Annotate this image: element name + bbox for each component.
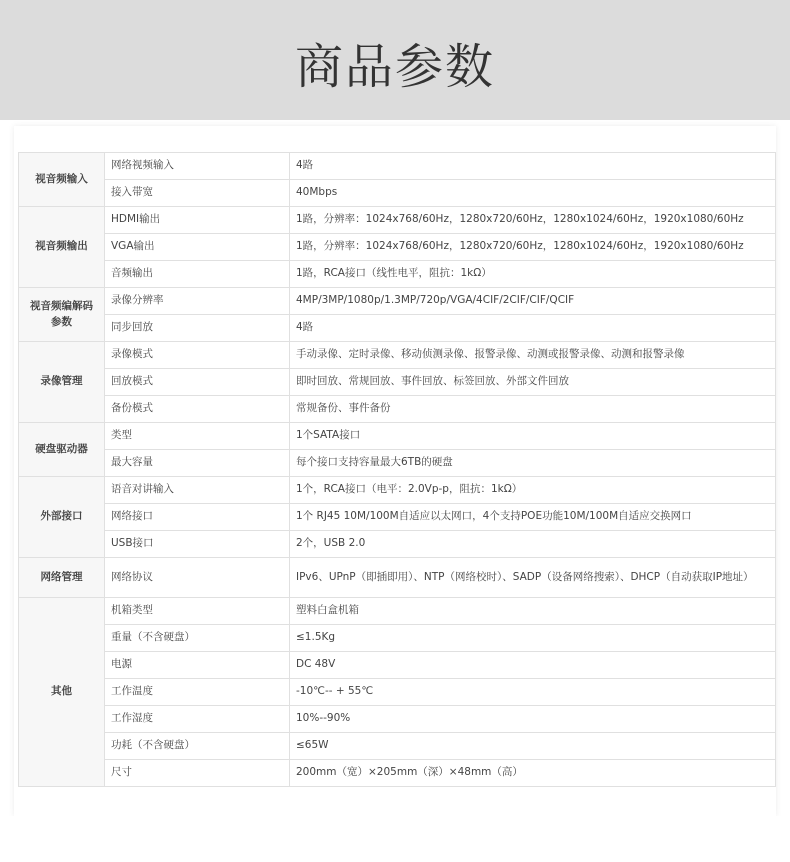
table-row [19, 396, 776, 423]
param-label: 重量（不含硬盘） [105, 625, 290, 652]
table-row [19, 733, 776, 760]
table-row [19, 625, 776, 652]
param-value: DC 48V [290, 652, 776, 679]
group-label: 网络管理 [19, 558, 105, 598]
param-value: ≤1.5Kg [290, 625, 776, 652]
group-label: 视音频输入 [19, 153, 105, 207]
param-label: USB接口 [105, 531, 290, 558]
table-row [19, 477, 776, 504]
group-label: 视音频编解码参数 [19, 288, 105, 342]
param-value: 2个，USB 2.0 [290, 531, 776, 558]
page-header [0, 0, 790, 120]
table-row [19, 598, 776, 625]
param-label: 语音对讲输入 [105, 477, 290, 504]
param-label: 回放模式 [105, 369, 290, 396]
param-value: 4MP/3MP/1080p/1.3MP/720p/VGA/4CIF/2CIF/CIF/QCIF [290, 288, 776, 315]
param-label: 机箱类型 [105, 598, 290, 625]
param-label: 电源 [105, 652, 290, 679]
table-row [19, 679, 776, 706]
page-title: 商品参数 [294, 39, 495, 95]
param-value: 1路，分辨率：1024x768/60Hz，1280x720/60Hz，1280x1024/60Hz，1920x1080/60Hz [290, 207, 776, 234]
param-value: 4路 [290, 153, 776, 180]
table-row [19, 558, 776, 598]
param-label: 尺寸 [105, 760, 290, 787]
param-value: 4路 [290, 315, 776, 342]
param-label: 接入带宽 [105, 180, 290, 207]
page-bottom [0, 816, 790, 862]
table-row [19, 450, 776, 477]
table-row [19, 652, 776, 679]
param-label: 备份模式 [105, 396, 290, 423]
param-label: 音频输出 [105, 261, 290, 288]
param-label: 最大容量 [105, 450, 290, 477]
param-label: 功耗（不含硬盘） [105, 733, 290, 760]
table-row [19, 180, 776, 207]
table-row [19, 207, 776, 234]
param-label: 录像模式 [105, 342, 290, 369]
param-value: 1个SATA接口 [290, 423, 776, 450]
param-label: 网络视频输入 [105, 153, 290, 180]
param-label: HDMI输出 [105, 207, 290, 234]
param-value: 塑料白盒机箱 [290, 598, 776, 625]
table-row [19, 760, 776, 787]
table-row [19, 423, 776, 450]
param-label: 工作湿度 [105, 706, 290, 733]
param-value: 40Mbps [290, 180, 776, 207]
group-label: 视音频输出 [19, 207, 105, 288]
table-row [19, 153, 776, 180]
param-value: 200mm（宽）×205mm（深）×48mm（高） [290, 760, 776, 787]
table-row [19, 369, 776, 396]
param-value: -10℃-- + 55℃ [290, 679, 776, 706]
table-row [19, 706, 776, 733]
param-label: 类型 [105, 423, 290, 450]
param-label: 录像分辨率 [105, 288, 290, 315]
param-value: 常规备份、事件备份 [290, 396, 776, 423]
param-value: 1路，RCA接口（线性电平，阻抗：1kΩ） [290, 261, 776, 288]
param-label: 网络协议 [105, 558, 290, 598]
param-value: 1个 RJ45 10M/100M自适应以太网口，4个支持POE功能10M/100M自适应交换网口 [290, 504, 776, 531]
table-row [19, 531, 776, 558]
table-row [19, 234, 776, 261]
table-row [19, 342, 776, 369]
param-value: IPv6、UPnP（即插即用）、NTP（网络校时）、SADP（设备网络搜索）、DHCP（自动获取IP地址） [290, 558, 776, 598]
param-value: 10%--90% [290, 706, 776, 733]
spec-table [18, 152, 776, 787]
group-label: 硬盘驱动器 [19, 423, 105, 477]
table-row [19, 261, 776, 288]
param-label: 网络接口 [105, 504, 290, 531]
group-label: 其他 [19, 598, 105, 787]
param-value: 每个接口支持容量最大6TB的硬盘 [290, 450, 776, 477]
param-value: 即时回放、常规回放、事件回放、标签回放、外部文件回放 [290, 369, 776, 396]
param-value: 手动录像、定时录像、移动侦测录像、报警录像、动测或报警录像、动测和报警录像 [290, 342, 776, 369]
param-value: ≤65W [290, 733, 776, 760]
table-row [19, 315, 776, 342]
group-label: 外部接口 [19, 477, 105, 558]
param-value: 1个，RCA接口（电平：2.0Vp-p，阻抗：1kΩ） [290, 477, 776, 504]
param-label: 同步回放 [105, 315, 290, 342]
param-label: VGA输出 [105, 234, 290, 261]
param-value: 1路，分辨率：1024x768/60Hz，1280x720/60Hz，1280x1024/60Hz，1920x1080/60Hz [290, 234, 776, 261]
param-label: 工作温度 [105, 679, 290, 706]
table-row [19, 288, 776, 315]
group-label: 录像管理 [19, 342, 105, 423]
table-row [19, 504, 776, 531]
